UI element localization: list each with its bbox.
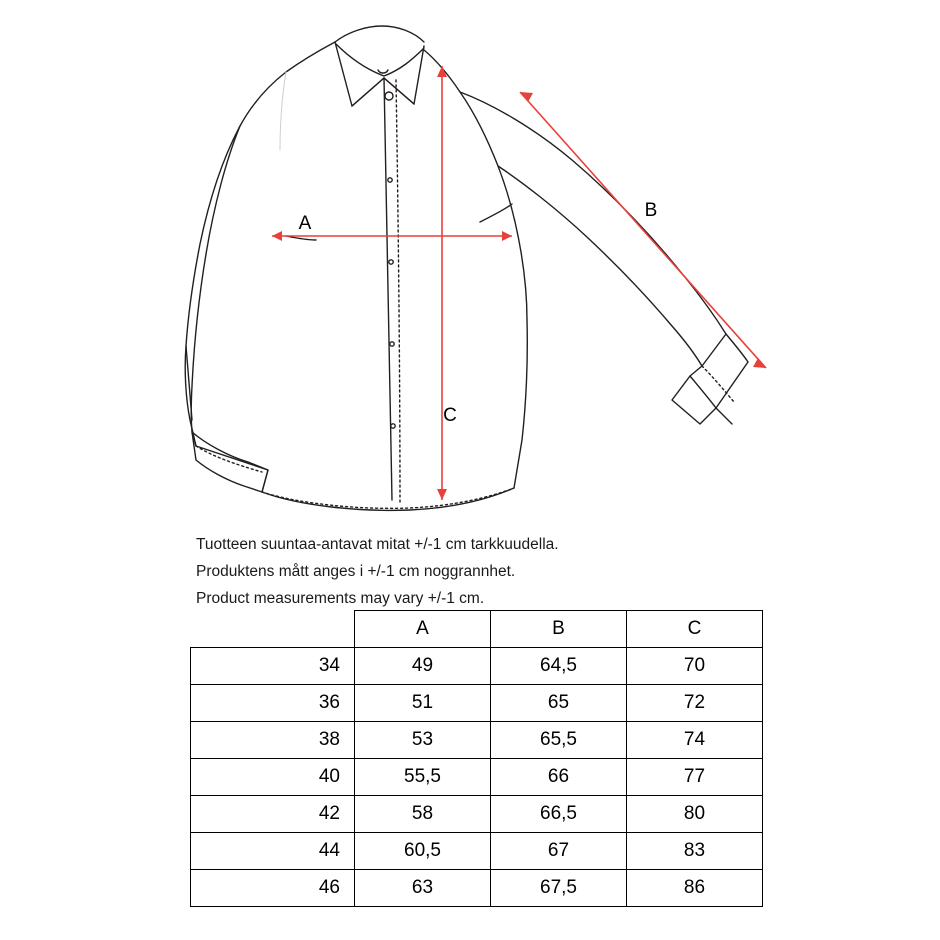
table-row [191,796,763,833]
cell-a: 60,5 [355,833,491,870]
cell-b: 64,5 [491,648,627,685]
note-line-sv: Produktens mått anges i +/-1 cm noggrannhet. [196,562,516,580]
cell-b: 65 [491,685,627,722]
cell-size: 38 [191,722,355,759]
table-row [191,833,763,870]
table-header-row [191,611,763,648]
cell-size: 42 [191,796,355,833]
cell-a: 49 [355,648,491,685]
cell-a: 58 [355,796,491,833]
cell-a: 53 [355,722,491,759]
cell-c: 74 [627,722,763,759]
cell-c: 86 [627,870,763,907]
table-row [191,685,763,722]
cell-b: 67 [491,833,627,870]
cell-size: 46 [191,870,355,907]
cell-size: 36 [191,685,355,722]
table-header-corner [191,611,355,648]
cell-c: 77 [627,759,763,796]
cell-b: 65,5 [491,722,627,759]
cell-c: 72 [627,685,763,722]
note-line-en: Product measurements may vary +/-1 cm. [196,589,485,607]
cell-size: 40 [191,759,355,796]
note-line-fi: Tuotteen suuntaa-antavat mitat +/-1 cm tarkkuudella. [196,536,559,553]
table-row [191,648,763,685]
cell-size: 44 [191,833,355,870]
table-header-c: C [627,611,763,648]
table-row [191,870,763,907]
cell-c: 83 [627,833,763,870]
size-table-container [190,610,762,907]
cell-c: 80 [627,796,763,833]
cell-size: 34 [191,648,355,685]
measure-label-c: C [443,405,457,426]
cell-b: 66,5 [491,796,627,833]
measure-label-a: A [298,213,312,234]
table-header-a: A [355,611,491,648]
cell-b: 66 [491,759,627,796]
cell-b: 67,5 [491,870,627,907]
cell-a: 63 [355,870,491,907]
cell-a: 55,5 [355,759,491,796]
table-row [191,759,763,796]
cell-a: 51 [355,685,491,722]
measurement-notes [196,534,796,615]
table-header-b: B [491,611,627,648]
cell-c: 70 [627,648,763,685]
table-row [191,722,763,759]
measure-label-b: B [644,200,658,221]
size-chart-table [190,610,763,907]
